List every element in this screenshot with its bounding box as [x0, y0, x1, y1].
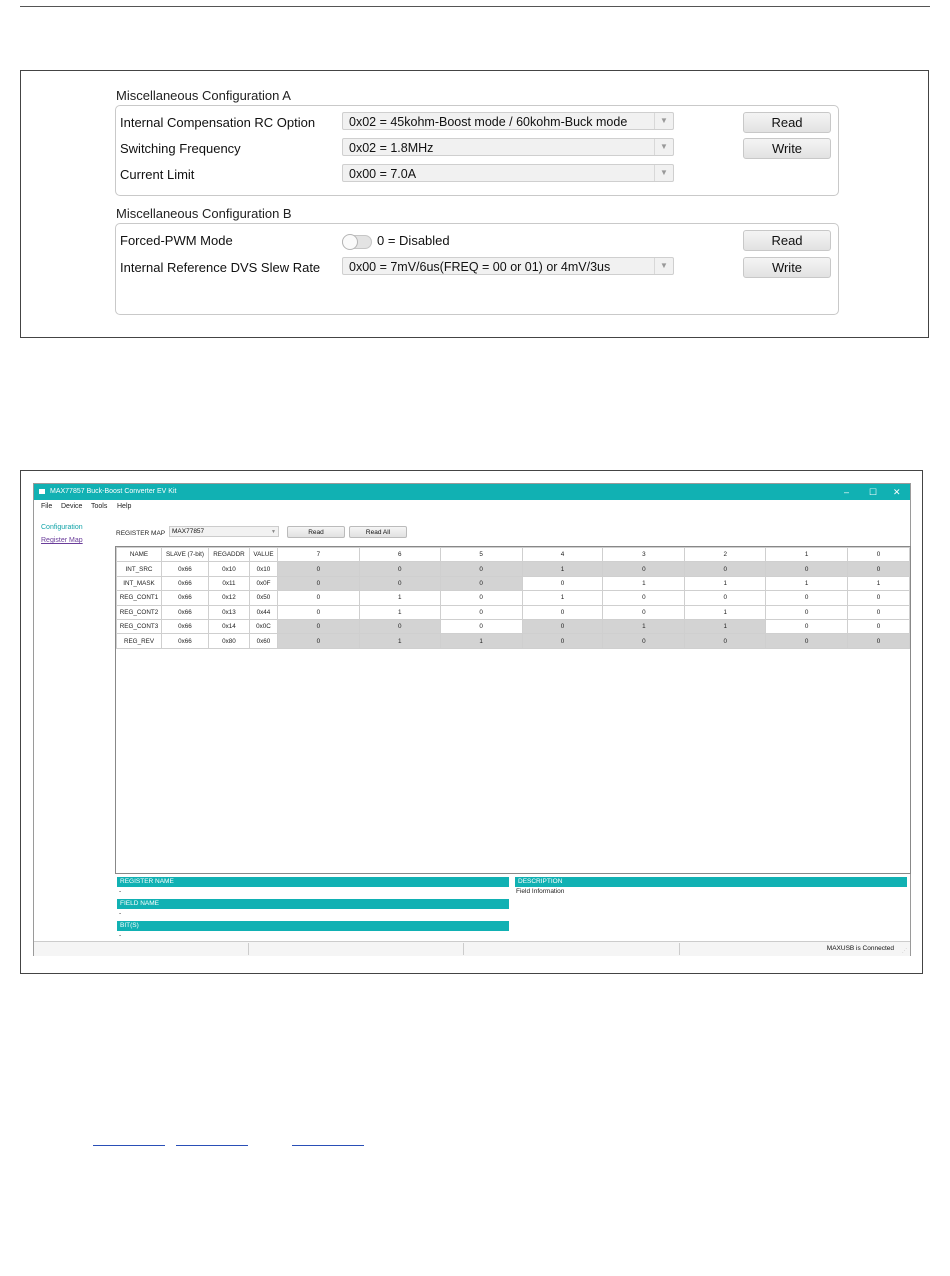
status-bar: [34, 941, 910, 956]
current-limit-select[interactable]: 0x00 = 7.0A ▼: [342, 164, 674, 182]
chevron-down-icon: ▼: [654, 113, 673, 129]
bit-cell[interactable]: 0: [440, 591, 522, 605]
comp-rc-label: Internal Compensation RC Option: [120, 115, 316, 130]
bit-cell[interactable]: 0: [359, 619, 440, 633]
bit-cell[interactable]: 1: [685, 619, 766, 633]
bit-cell[interactable]: 0: [277, 619, 359, 633]
bit-cell[interactable]: 0: [766, 562, 848, 576]
column-header: 7: [277, 548, 359, 562]
bit-cell[interactable]: 0: [277, 562, 359, 576]
table-row[interactable]: [117, 591, 910, 605]
bit-cell[interactable]: 0: [848, 634, 910, 648]
table-row[interactable]: [117, 605, 910, 619]
nav-configuration[interactable]: Configuration: [41, 524, 83, 531]
group-b-title: Miscellaneous Configuration B: [116, 206, 292, 221]
bit-cell[interactable]: 1: [766, 576, 848, 590]
table-body: [117, 562, 910, 648]
bit-cell[interactable]: 0: [522, 605, 603, 619]
register-name-header: REGISTER NAME: [117, 877, 509, 887]
hyperlink-underline[interactable]: [176, 1145, 248, 1146]
cell-value: 0x0F: [249, 576, 277, 590]
bit-cell[interactable]: 0: [522, 634, 603, 648]
bit-cell[interactable]: 0: [277, 605, 359, 619]
resize-grip-icon[interactable]: ⋰: [902, 948, 907, 954]
cell-value: 0x44: [249, 605, 277, 619]
status-separator: [248, 943, 249, 955]
app-window: [33, 483, 911, 956]
table-row[interactable]: [117, 619, 910, 633]
menu-help[interactable]: Help: [117, 503, 132, 510]
current-limit-label: Current Limit: [120, 167, 195, 182]
cell-slave: 0x66: [161, 634, 208, 648]
menu-file[interactable]: File: [41, 503, 53, 510]
cell-value: 0x50: [249, 591, 277, 605]
bit-cell[interactable]: 1: [603, 619, 685, 633]
switching-frequency-label: Switching Frequency: [120, 141, 241, 156]
bit-cell[interactable]: 0: [603, 591, 685, 605]
bit-cell[interactable]: 0: [848, 619, 910, 633]
bits-header: BIT(S): [117, 921, 509, 931]
maximize-button[interactable]: ☐: [869, 487, 878, 497]
column-header: 2: [685, 548, 766, 562]
column-header: SLAVE (7-bit): [161, 548, 208, 562]
bit-cell[interactable]: 0: [603, 562, 685, 576]
column-header: REGADDR: [208, 548, 249, 562]
column-header: 0: [848, 548, 910, 562]
table-row[interactable]: [117, 562, 910, 576]
bit-cell[interactable]: 1: [685, 605, 766, 619]
cell-name: REG_CONT3: [117, 619, 162, 633]
bit-cell[interactable]: 1: [440, 634, 522, 648]
chevron-down-icon: ▼: [654, 139, 673, 155]
column-header: 4: [522, 548, 603, 562]
read-all-button[interactable]: Read All: [349, 526, 407, 538]
cell-addr: 0x80: [208, 634, 249, 648]
bit-cell[interactable]: 0: [603, 605, 685, 619]
bit-cell[interactable]: 0: [440, 619, 522, 633]
menu-tools[interactable]: Tools: [91, 503, 108, 510]
column-header: 5: [440, 548, 522, 562]
bit-cell[interactable]: 0: [277, 634, 359, 648]
bit-cell[interactable]: 0: [685, 634, 766, 648]
bit-cell[interactable]: 1: [603, 576, 685, 590]
bit-cell[interactable]: 1: [359, 605, 440, 619]
group-b-read-button[interactable]: Read: [743, 230, 831, 251]
cell-addr: 0x13: [208, 605, 249, 619]
table-row[interactable]: [117, 634, 910, 648]
cell-slave: 0x66: [161, 576, 208, 590]
cell-slave: 0x66: [161, 619, 208, 633]
bit-cell[interactable]: 0: [440, 605, 522, 619]
cell-addr: 0x14: [208, 619, 249, 633]
register-table-container: [115, 546, 911, 874]
cell-slave: 0x66: [161, 591, 208, 605]
minimize-button[interactable]: –: [844, 487, 850, 497]
bit-cell[interactable]: 0: [440, 576, 522, 590]
column-header: VALUE: [249, 548, 277, 562]
cell-slave: 0x66: [161, 605, 208, 619]
bit-cell[interactable]: 1: [522, 562, 603, 576]
bit-cell[interactable]: 0: [766, 634, 848, 648]
status-separator: [463, 943, 464, 955]
dvs-slew-rate-select[interactable]: 0x00 = 7mV/6us(FREQ = 00 or 01) or 4mV/3us ▼: [342, 257, 674, 275]
bit-cell[interactable]: 0: [603, 634, 685, 648]
cell-addr: 0x10: [208, 562, 249, 576]
cell-addr: 0x11: [208, 576, 249, 590]
column-header: 1: [766, 548, 848, 562]
cell-name: REG_CONT2: [117, 605, 162, 619]
bit-cell[interactable]: 0: [277, 591, 359, 605]
bit-cell[interactable]: 0: [685, 562, 766, 576]
column-header: NAME: [117, 548, 162, 562]
bit-cell[interactable]: 0: [848, 605, 910, 619]
bit-cell[interactable]: 0: [766, 605, 848, 619]
field-name-header: FIELD NAME: [117, 899, 509, 909]
bit-cell[interactable]: 0: [359, 576, 440, 590]
top-rule: [20, 6, 930, 7]
description-header: DESCRIPTION: [515, 877, 907, 887]
switching-frequency-select[interactable]: 0x02 = 1.8MHz ▼: [342, 138, 674, 156]
cell-name: REG_REV: [117, 634, 162, 648]
nav-register-map[interactable]: Register Map: [41, 537, 83, 544]
register-map-label: REGISTER MAP: [116, 530, 166, 537]
bit-cell[interactable]: 1: [848, 576, 910, 590]
description-value: Field Information: [516, 888, 565, 895]
hyperlink-underline[interactable]: [292, 1145, 364, 1146]
config-panel: [20, 70, 929, 338]
field-name-value: -: [119, 910, 122, 917]
bit-cell[interactable]: 1: [359, 634, 440, 648]
register-table: [116, 547, 910, 649]
title-bar: [34, 484, 910, 500]
bit-cell[interactable]: 1: [522, 591, 603, 605]
register-name-value: -: [119, 888, 122, 895]
status-separator: [679, 943, 680, 955]
column-header: 3: [603, 548, 685, 562]
cell-addr: 0x12: [208, 591, 249, 605]
group-b-write-button[interactable]: Write: [743, 257, 831, 278]
bit-cell[interactable]: 0: [440, 562, 522, 576]
bit-cell[interactable]: 0: [685, 591, 766, 605]
bit-cell[interactable]: 1: [685, 576, 766, 590]
cell-name: REG_CONT1: [117, 591, 162, 605]
cell-value: 0x0C: [249, 619, 277, 633]
chevron-down-icon: ▼: [654, 258, 673, 274]
forced-pwm-value: 0 = Disabled: [377, 233, 450, 248]
window-title: MAX77857 Buck-Boost Converter EV Kit: [50, 488, 177, 495]
group-a-title: Miscellaneous Configuration A: [116, 88, 291, 103]
table-header-row: [117, 548, 910, 562]
toggle-knob: [342, 234, 358, 250]
group-a-write-button[interactable]: Write: [743, 138, 831, 159]
hyperlink-underline[interactable]: [93, 1145, 165, 1146]
cell-name: INT_MASK: [117, 576, 162, 590]
cell-name: INT_SRC: [117, 562, 162, 576]
register-map-select[interactable]: MAX77857 ▼: [169, 526, 279, 537]
cell-value: 0x10: [249, 562, 277, 576]
read-button[interactable]: Read: [287, 526, 345, 538]
cell-slave: 0x66: [161, 562, 208, 576]
chevron-down-icon: ▼: [271, 529, 276, 535]
bit-cell[interactable]: 0: [766, 619, 848, 633]
bit-cell[interactable]: 0: [766, 591, 848, 605]
menu-device[interactable]: Device: [61, 503, 83, 510]
app-screenshot-frame: [20, 470, 923, 974]
bits-value: -: [119, 932, 122, 939]
bit-cell[interactable]: 0: [277, 576, 359, 590]
forced-pwm-toggle[interactable]: [342, 235, 372, 249]
comp-rc-select[interactable]: 0x02 = 45kohm-Boost mode / 60kohm-Buck mode ▼: [342, 112, 674, 130]
menu-bar: [34, 500, 910, 514]
close-button[interactable]: ✕: [893, 487, 901, 497]
chevron-down-icon: ▼: [654, 165, 673, 181]
cell-value: 0x60: [249, 634, 277, 648]
dvs-slew-rate-label: Internal Reference DVS Slew Rate: [120, 260, 321, 275]
bit-cell[interactable]: 0: [848, 562, 910, 576]
bit-cell[interactable]: 1: [359, 591, 440, 605]
bit-cell[interactable]: 0: [522, 576, 603, 590]
forced-pwm-label: Forced-PWM Mode: [120, 233, 233, 248]
bit-cell[interactable]: 0: [848, 591, 910, 605]
app-logo-icon: [39, 489, 45, 494]
bit-cell[interactable]: 0: [522, 619, 603, 633]
bit-cell[interactable]: 0: [359, 562, 440, 576]
column-header: 6: [359, 548, 440, 562]
table-row[interactable]: [117, 576, 910, 590]
group-a-read-button[interactable]: Read: [743, 112, 831, 133]
connection-status: MAXUSB is Connected: [826, 945, 894, 952]
